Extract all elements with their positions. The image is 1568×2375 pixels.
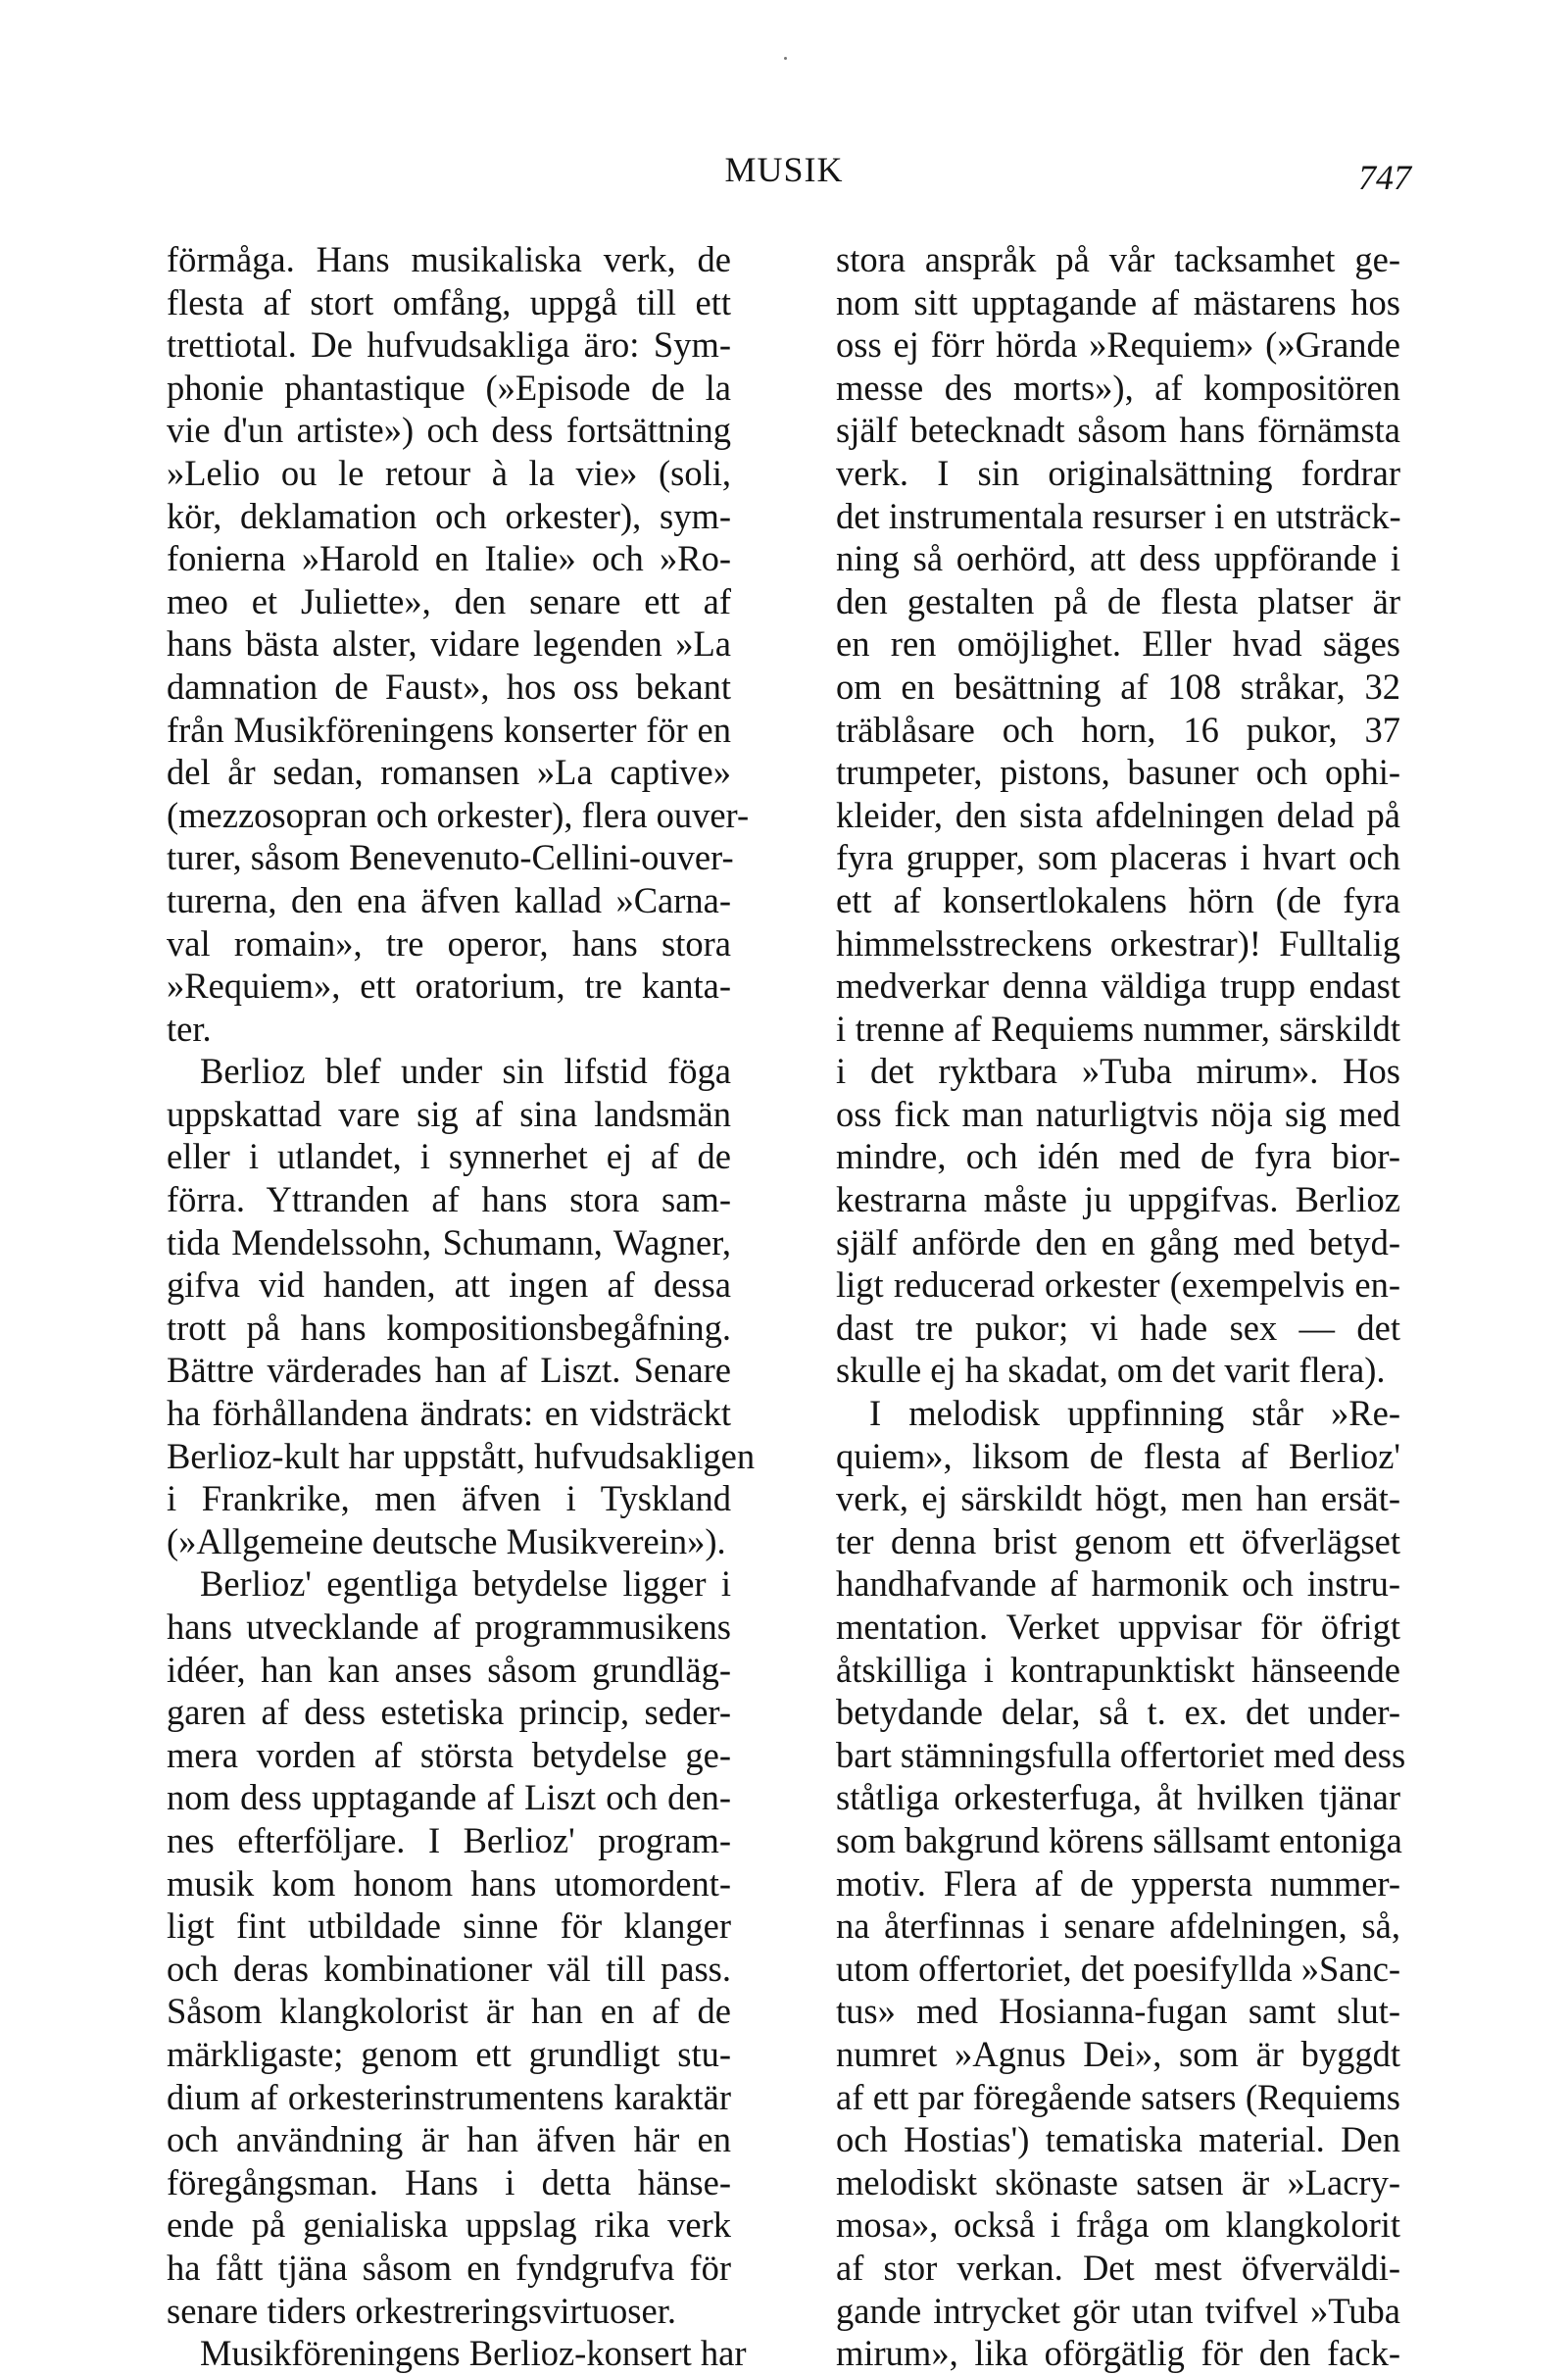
text-line: hans bästa alster, vidare legenden »La: [167, 623, 731, 665]
text-line: själf betecknadt såsom hans förnämsta: [836, 410, 1400, 451]
text-line: ning så oerhörd, att dess uppförande i: [836, 538, 1400, 579]
text-line: eller i utlandet, i synnerhet ej af de: [167, 1136, 731, 1177]
text-line: garen af dess estetiska princip, seder-: [167, 1692, 731, 1733]
text-line: medverkar denna väldiga trupp endast: [836, 965, 1400, 1007]
text-line: ter denna brist genom ett öfverlägset: [836, 1520, 1400, 1561]
text-line: den gestalten på de flesta platser är: [836, 580, 1400, 621]
text-line: mentation. Verket uppvisar för öfrigt: [836, 1607, 1400, 1647]
right-text-column: [836, 238, 1406, 2375]
print-speck: [784, 57, 787, 60]
text-line: tida Mendelssohn, Schumann, Wagner,: [167, 1221, 731, 1262]
text-line: mera vorden af största betydelse ge-: [167, 1734, 731, 1775]
text-line: val romain», tre operor, hans stora: [167, 922, 731, 964]
text-line: flesta af stort omfång, uppgå till ett: [167, 281, 731, 322]
text-line: bart stämningsfulla offertoriet med dess: [836, 1734, 1406, 1775]
text-line: (mezzosopran och orkester), flera ouver-: [167, 794, 750, 835]
text-line: Såsom klangkolorist är han en af de: [167, 1991, 731, 2032]
text-line: af stor verkan. Det mest öfverväldi-: [836, 2247, 1400, 2288]
text-line: trumpeter, pistons, basuner och ophi-: [836, 752, 1400, 793]
text-line: en ren omöjlighet. Eller hvad säges: [836, 623, 1400, 665]
text-line: ståtliga orkesterfuga, åt hvilken tjänar: [836, 1777, 1400, 1818]
text-line: i trenne af Requiems nummer, särskildt: [836, 1008, 1400, 1049]
text-line: himmelsstreckens orkestrar)! Fulltalig: [836, 922, 1400, 964]
text-line: i Frankrike, men äfven i Tyskland: [167, 1478, 731, 1519]
text-line: Berlioz blef under sin lifstid föga: [200, 1051, 731, 1092]
text-line: Berlioz' egentliga betydelse ligger i: [200, 1563, 731, 1605]
text-line: mirum», lika oförgätlig för den fack-: [836, 2333, 1400, 2374]
text-line: musik kom honom hans utomordent-: [167, 1862, 731, 1904]
text-line: Berlioz-kult har uppstått, hufvudsakligen: [167, 1435, 756, 1476]
text-line: och deras kombinationer väl till pass.: [167, 1948, 731, 1989]
text-line: ha fått tjäna såsom en fyndgrufva för: [167, 2247, 731, 2288]
text-line: träblåsare och horn, 16 pukor, 37: [836, 709, 1400, 750]
text-line: förmåga. Hans musikaliska verk, de: [167, 239, 731, 279]
text-line: del år sedan, romansen »La captive»: [167, 752, 731, 793]
text-line: åtskilliga i kontrapunktiskt hänseende: [836, 1649, 1400, 1690]
text-line: messe des morts»), af kompositören: [836, 367, 1400, 408]
text-line: kleider, den sista afdelningen delad på: [836, 794, 1400, 835]
text-line: trettiotal. De hufvudsakliga äro: Sym-: [167, 324, 731, 366]
text-line: af ett par föregående satsers (Requiems: [836, 2076, 1400, 2117]
text-line: melodiskt skönaste satsen är »Lacry-: [836, 2161, 1400, 2202]
text-line: vie d'un artiste») och dess fortsättning: [167, 410, 731, 451]
left-text-column: [167, 238, 756, 2375]
text-line: ha förhållandena ändrats: en vidsträckt: [167, 1393, 731, 1434]
text-line: ett af konsertlokalens hörn (de fyra: [836, 879, 1400, 920]
text-line: ligt reducerad orkester (exempelvis en-: [836, 1264, 1400, 1306]
text-line: handhafvande af harmonik och instru-: [836, 1563, 1400, 1605]
text-line: ter.: [167, 1008, 212, 1049]
text-line: fyra grupper, som placeras i hvart och: [836, 837, 1400, 878]
text-line: Musikföreningens Berlioz-konsert har: [200, 2333, 747, 2374]
text-line: verk, ej särskildt högt, men han ersät-: [836, 1478, 1400, 1519]
text-line: utom offertoriet, det poesifyllda »Sanc-: [836, 1948, 1401, 1989]
text-line: stora anspråk på vår tacksamhet ge-: [836, 239, 1400, 279]
text-line: verk. I sin originalsättning fordrar: [836, 452, 1400, 493]
text-line: ende på genialiska uppslag rika verk: [167, 2204, 731, 2246]
text-line: damnation de Faust», hos oss bekant: [167, 666, 731, 707]
text-line: na återfinnas i senare afdelningen, så,: [836, 1905, 1400, 1947]
text-line: mindre, och idén med de fyra bior-: [836, 1136, 1400, 1177]
text-line: gande intrycket gör utan tvifvel »Tuba: [836, 2290, 1400, 2331]
text-line: hans utvecklande af programmusikens: [167, 1607, 731, 1647]
text-line: dium af orkesterinstrumentens karaktär: [167, 2076, 731, 2117]
text-line: skulle ej ha skadat, om det varit flera).: [836, 1350, 1386, 1391]
text-line: numret »Agnus Dei», som är byggdt: [836, 2033, 1400, 2074]
text-line: quiem», liksom de flesta af Berlioz': [836, 1435, 1400, 1476]
text-line: oss ej förr hörda »Requiem» (»Grande: [836, 324, 1400, 366]
text-line: om en besättning af 108 stråkar, 32: [836, 666, 1400, 707]
text-line: trott på hans kompositionsbegåfning.: [167, 1307, 731, 1348]
running-head: MUSIK: [724, 150, 844, 189]
text-line: senare tiders orkestreringsvirtuoser.: [167, 2290, 676, 2331]
text-line: I melodisk uppfinning står »Re-: [869, 1393, 1400, 1434]
text-line: Bättre värderades han af Liszt. Senare: [167, 1350, 731, 1391]
text-line: kör, deklamation och orkester), sym-: [167, 495, 731, 536]
text-line: dast tre pukor; vi hade sex — det: [836, 1307, 1400, 1348]
text-line: själf anförde den en gång med betyd-: [836, 1221, 1400, 1262]
text-line: märkligaste; genom ett grundligt stu-: [167, 2033, 731, 2074]
text-line: turer, såsom Benevenuto-Cellini-ouver-: [167, 837, 734, 878]
text-line: föregångsman. Hans i detta hänse-: [167, 2161, 731, 2202]
text-line: som bakgrund körens sällsamt entoniga: [836, 1819, 1402, 1860]
text-line: nom sitt upptagande af mästarens hos: [836, 281, 1400, 322]
text-line: och användning är han äfven här en: [167, 2119, 731, 2160]
text-line: i det ryktbara »Tuba mirum». Hos: [836, 1051, 1400, 1092]
text-line: phonie phantastique (»Episode de la: [167, 367, 731, 408]
text-line: förra. Yttranden af hans stora sam-: [167, 1179, 731, 1220]
text-line: gifva vid handen, att ingen af dessa: [167, 1264, 731, 1306]
text-line: fonierna »Harold en Italie» och »Ro-: [167, 538, 731, 579]
text-line: från Musikföreningens konserter för en: [167, 709, 731, 750]
text-line: betydande delar, så t. ex. det under-: [836, 1692, 1400, 1733]
text-line: idéer, han kan anses såsom grundläg-: [167, 1649, 731, 1690]
text-line: mosa», också i fråga om klangkolorit: [836, 2204, 1400, 2246]
text-line: turerna, den ena äfven kallad »Carna-: [167, 879, 731, 920]
text-line: oss fick man naturligtvis nöja sig med: [836, 1093, 1400, 1134]
text-line: ligt fint utbildade sinne för klanger: [167, 1905, 731, 1947]
text-line: tus» med Hosianna-fugan samt slut-: [836, 1991, 1400, 2032]
text-line: »Lelio ou le retour à la vie» (soli,: [167, 452, 731, 493]
page-number: 747: [1358, 158, 1411, 197]
text-line: uppskattad vare sig af sina landsmän: [167, 1093, 731, 1134]
text-line: meo et Juliette», den senare ett af: [167, 580, 731, 621]
text-line: motiv. Flera af de yppersta nummer-: [836, 1862, 1400, 1904]
text-line: nes efterföljare. I Berlioz' program-: [167, 1819, 731, 1860]
text-line: (»Allgemeine deutsche Musikverein»).: [167, 1520, 726, 1561]
text-line: nom dess upptagande af Liszt och den-: [167, 1777, 731, 1818]
text-line: det instrumentala resurser i en utsträck-: [836, 495, 1401, 536]
text-line: kestrarna måste ju uppgifvas. Berlioz: [836, 1179, 1400, 1220]
text-line: och Hostias') tematiska material. Den: [836, 2119, 1400, 2160]
text-line: »Requiem», ett oratorium, tre kanta-: [167, 965, 731, 1007]
